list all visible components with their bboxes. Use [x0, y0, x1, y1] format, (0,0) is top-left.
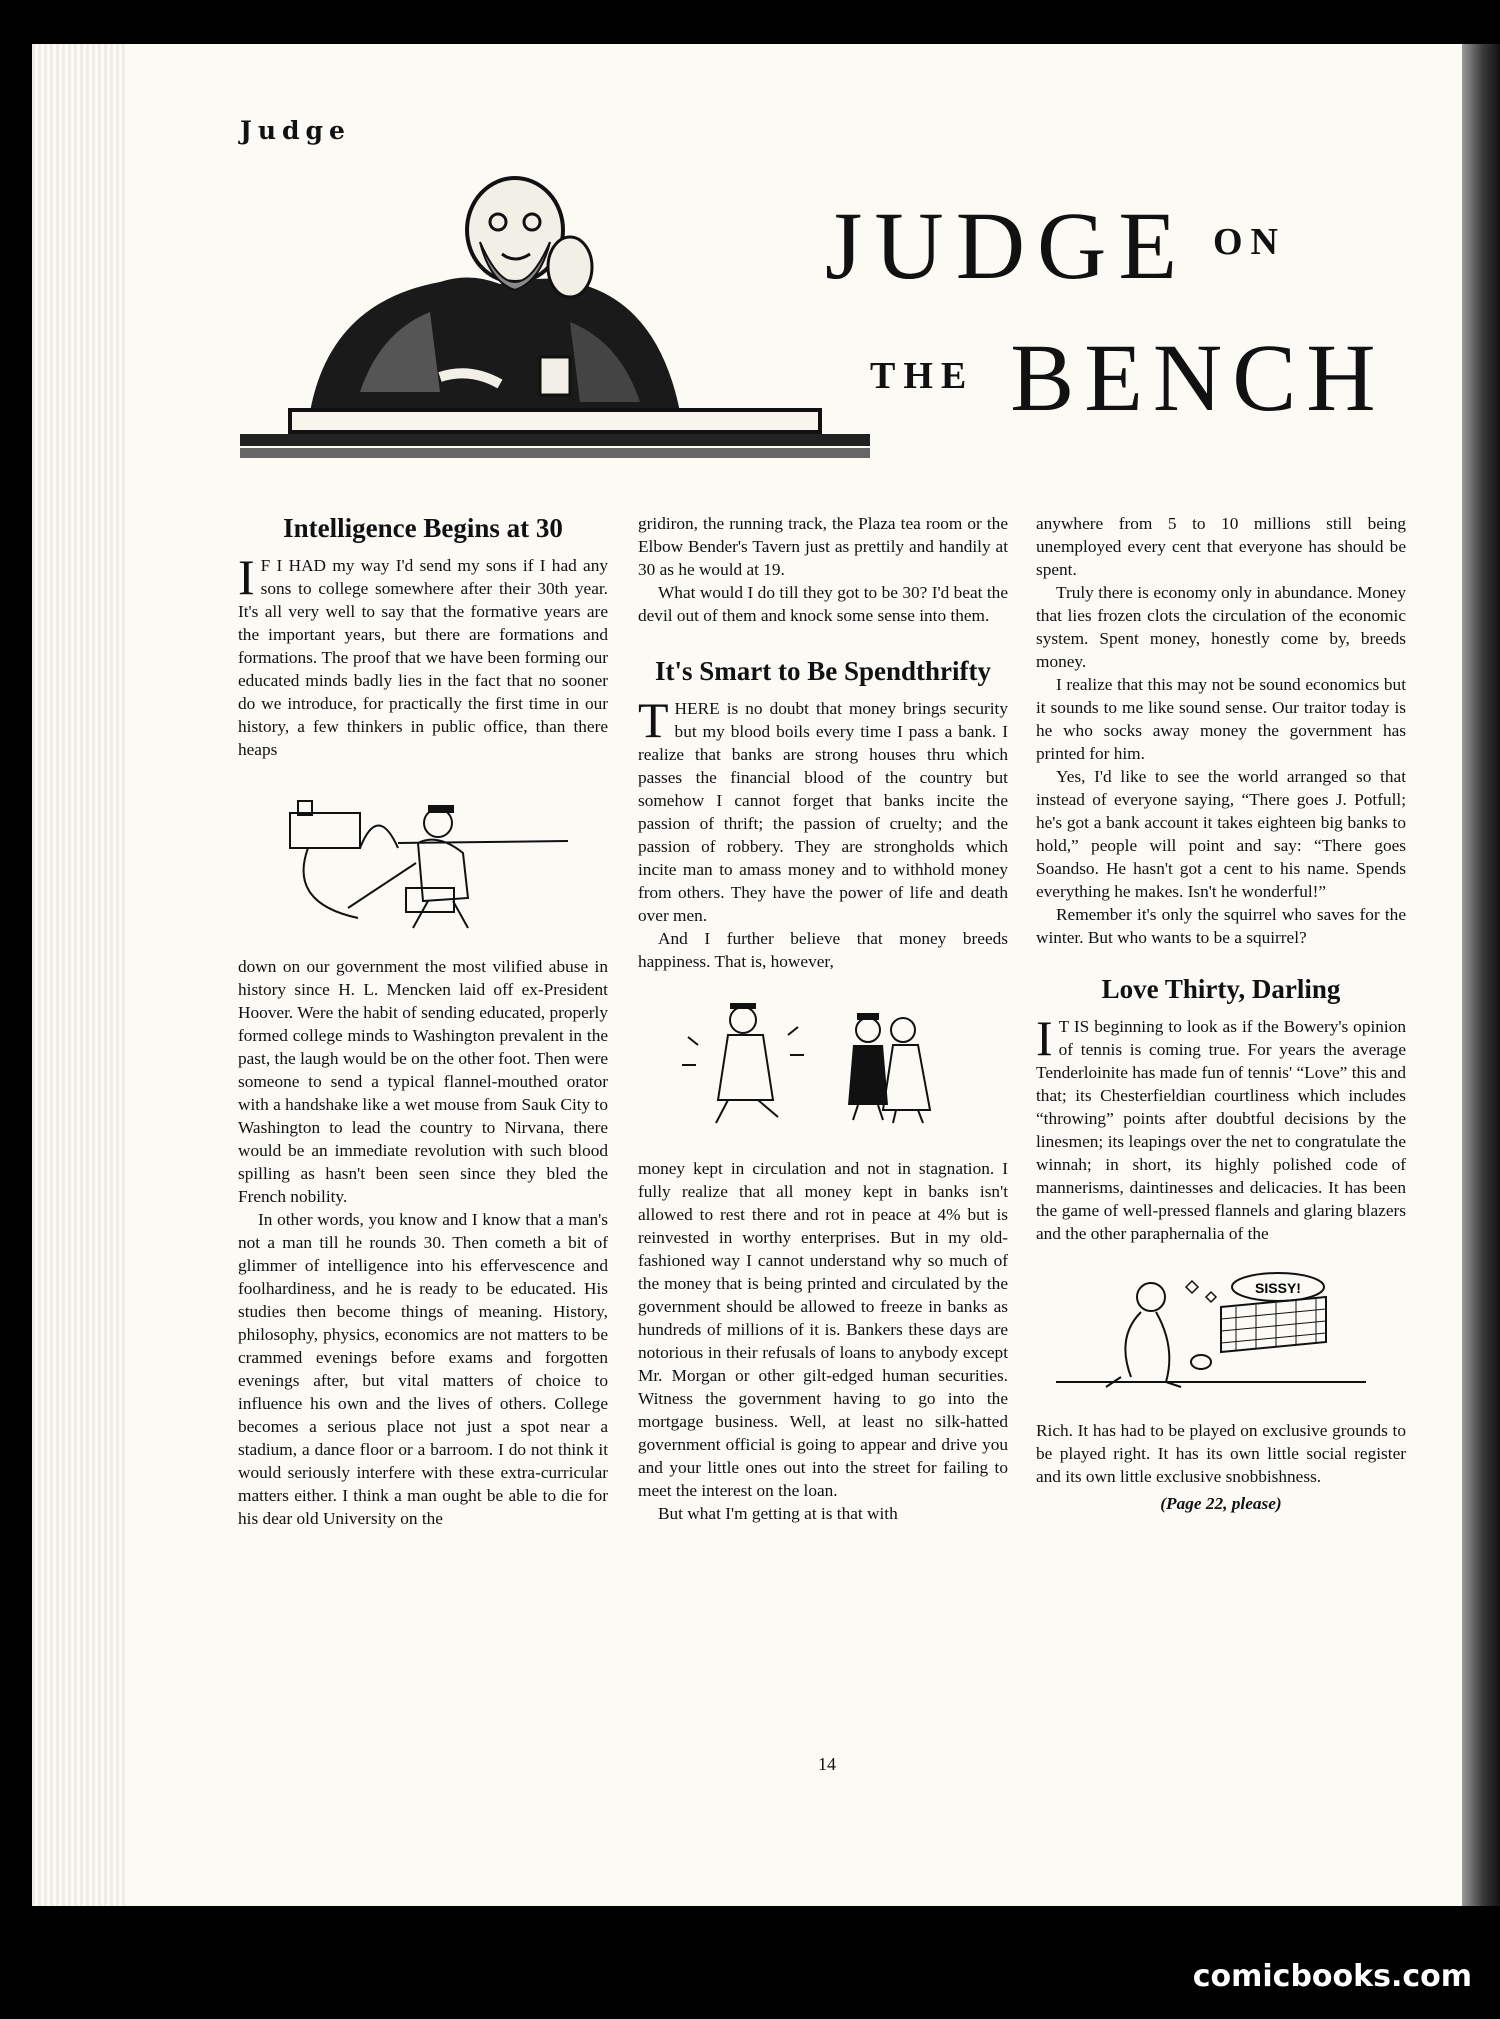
paragraph: I realize that this may not be sound economics but it sounds to me like sound sense. Our traitor today is he who socks away money the government has printed for him. — [1036, 675, 1406, 763]
paragraph: Yes, I'd like to see the world arranged so that instead of everyone saying, “There goes J. Potfull; he's got a bank account it takes eighteen big banks to hold,” people will point and say: “There goes Soandso. He hasn't got a cent to his name. Spends everything he makes. Isn't he wonderful!” — [1036, 767, 1406, 901]
title-bench: BENCH — [1010, 324, 1386, 431]
column-one — [238, 512, 608, 1530]
title-line-one — [825, 192, 1286, 299]
judge-illustration — [240, 172, 880, 472]
heading-intelligence: Intelligence Begins at 30 — [283, 513, 563, 543]
paragraph: down on our government the most vilified abuse in history since H. L. Mencken laid off ex-President Hoover. Were the habit of sending educated, properly formed college minds to Washington prevalent in the past, the laugh would be on the other foot. Then were someone to send a typical flannel-mouthed orator with a handshake like a wet mouse from Sauk City to Washington to lead the country to Nirvana, there would be an immediate revolution with such blood spilling as hasn't been seen since they bled the French nobility. — [238, 957, 608, 1206]
title-line-two — [870, 324, 1386, 431]
paragraph — [238, 549, 608, 761]
paragraph: anywhere from 5 to 10 millions still being unemployed every cent that everyone has should be spent. — [1036, 514, 1406, 579]
watermark: comicbooks.com — [1192, 1959, 1472, 1994]
paragraph: money kept in circulation and not in stagnation. I fully realize that all money kept in banks isn't allowed to rest there and rot in peace at 4% but is reinvested in worthy enterprises. But in my old-fashioned way I cannot understand why so much of the money that is being printed and circulated by the government should be allowed to freeze in banks as hundreds of millions of it is. Bankers these days are notorious in their refusals of loans to anybody except Mr. Morgan or other gilt-edged human securities. Witness the government having to go into the mortgage business. Well, at least no silk-hatted government official is going to appear and drive you and your little ones out into the street for failing to meet the interest on the loan. — [638, 1159, 1008, 1500]
paragraph-text: T IS beginning to look as if the Bowery's opinion of tennis is coming true. For years the average Tenderloinite has made fun of tennis' “Love” this and that; its Chesterfieldian courtliness which includes “throwing” points after doubtful decisions by the linesmen; its leapings over the net to congratulate the winnah; in short, its highly polished code of mannerisms, daintinesses and delicacies. It has been the game of well-pressed flannels and glaring blazers and the other paraphernalia of the — [1036, 1017, 1406, 1243]
drop-cap: I — [1036, 1010, 1053, 1066]
paragraph: In other words, you know and I know that a man's not a man till he rounds 30. Then cometh a bit of glimmer of intelligence into his effervescence and foolhardiness, and he is ready to be educated. His studies then become things of meaning. History, philosophy, physics, economics are not matters to be crammed evenings before exams and forgotten evenings after, but vital matters of choice to influence his own and the lives of others. College becomes a serious place not just a spot near a stadium, a dance floor or a barroom. I do not think it would seriously interfere with these extra-curricular matters either. I think a man ought be able to die for his dear old University on the — [238, 1210, 608, 1528]
continued-note: (Page 22, please) — [1160, 1494, 1282, 1513]
paragraph: And I further believe that money breeds happiness. That is, however, — [638, 929, 1008, 971]
heading-love-thirty: Love Thirty, Darling — [1101, 974, 1341, 1004]
paragraph: Truly there is economy only in abundance. Money that lies frozen clots the circulation of the economic system. Spent money, honestly come by, breeds money. — [1036, 583, 1406, 671]
paragraph — [638, 692, 1008, 927]
column-three — [1036, 512, 1406, 1515]
paragraph: What would I do till they got to be 30? I'd beat the devil out of them and knock some sense into them. — [638, 583, 1008, 625]
paragraph: Remember it's only the squirrel who saves for the winter. But who wants to be a squirrel? — [1036, 905, 1406, 947]
tennis-cartoon — [1036, 1267, 1406, 1397]
sissy-caption: SISSY! — [1255, 1280, 1301, 1296]
graduate-cartoon — [238, 783, 608, 933]
paragraph: gridiron, the running track, the Plaza tea room or the Elbow Bender's Tavern just as prettily and handily at 30 as he would at 19. — [638, 514, 1008, 579]
column-two — [638, 512, 1008, 1525]
page-number: 14 — [818, 1754, 836, 1774]
title-judge: JUDGE — [825, 192, 1189, 299]
drop-cap: T — [638, 692, 669, 748]
paragraph-text: F I HAD my way I'd send my sons if I had any sons to college somewhere after their 30th year. It's all very well to say that the formative years are the important years, but there are formations and formations. The proof that we have been forming our educated minds badly lies in the fact that no sooner do we introduce, for practically the first time in our history, a few thinkers in public office, than there heaps — [238, 556, 608, 759]
heading-spendthrifty: It's Smart to Be Spendthrifty — [655, 656, 991, 686]
title-the: THE — [870, 355, 975, 397]
masthead: Judge — [240, 116, 351, 145]
title-on: ON — [1212, 221, 1286, 263]
paragraph-text: HERE is no doubt that money brings security but my blood boils every time I pass a bank. I realize that banks are strong houses thru which passes the financial blood of the country but somehow I cannot forget that banks incite the passion of thrift; the passion of cruelty; and the passion of robbery. They are strongholds which incite man to amass money and to withhold money from others. They have the power of life and death over men. — [638, 699, 1008, 925]
paragraph: But what I'm getting at is that with — [658, 1504, 898, 1523]
page-edges — [32, 44, 127, 1906]
book-gutter — [1462, 44, 1500, 1906]
drop-cap: I — [238, 549, 255, 605]
paragraph: Rich. It has had to be played on exclusive grounds to be played right. It has its own little social register and its own little exclusive snobbishness. — [1036, 1421, 1406, 1486]
paragraph — [1036, 1010, 1406, 1245]
spendthrift-cartoon — [638, 995, 1008, 1135]
